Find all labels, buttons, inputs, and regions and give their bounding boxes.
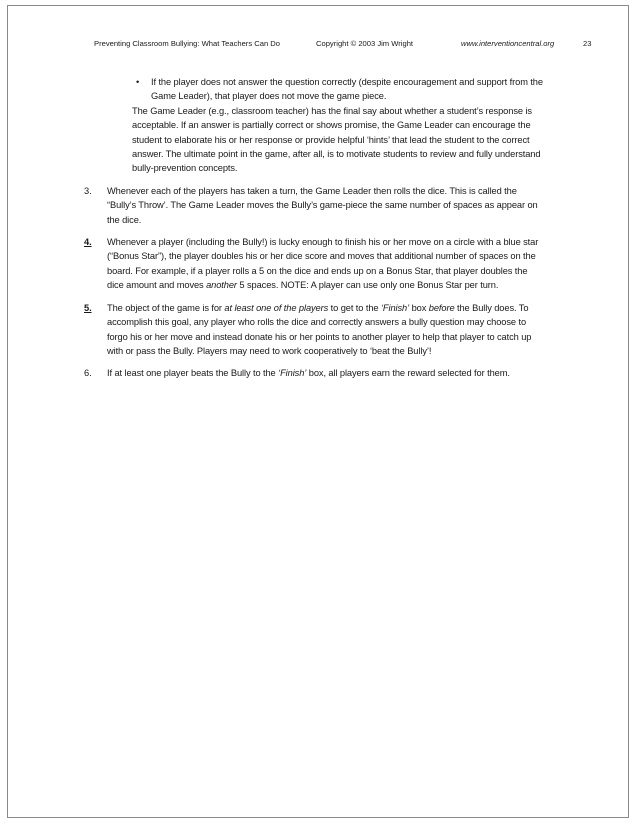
item-emphasis: at least one of the players [224, 302, 329, 313]
paragraph-text: The Game Leader (e.g., classroom teacher) has the final say about whether a student’s response is acceptable. If an answer is partially correct or shows promise, the Game Leader can encourage the student to elaborate his or her response or provide helpful ‘hints’ that lead the student to the correct answer. The ultimate point in the game, after all, is to motivate students to review and fully understand bully-prevention concepts. [132, 105, 541, 174]
document-body [84, 75, 544, 381]
header-copyright: Copyright © 2003 Jim Wright [316, 39, 414, 48]
item-text [107, 301, 544, 359]
item-number: 6. [84, 368, 92, 379]
item-emphasis: another [206, 280, 237, 291]
list-item-5 [84, 301, 544, 359]
item-text-segment: box [409, 302, 429, 313]
bullet-item [84, 75, 544, 104]
item-emphasis: ‘Finish’ [380, 302, 410, 313]
item-text-segment: box, all players earn the reward selected for them. [306, 368, 510, 379]
item-text-segment: 5 spaces. NOTE: A player can use only one Bonus Star per turn. [236, 280, 499, 291]
item-number: 5. [84, 302, 92, 313]
item-text-segment: the Bully does. To accomplish this goal, any player who rolls the dice and correctly answers a bully question may choose to forgo his or her move and instead donate his or her points to another player to help that player to catch up with or pass the Bully. Players may need to work cooperatively to ‘beat the Bully’! [107, 302, 532, 356]
bullet-icon: • [136, 77, 140, 87]
item-text: Whenever each of the players has taken a turn, the Game Leader then rolls the dice. This is called the “Bully’s Throw’. The Game Leader moves the Bully’s game-piece the same number of spaces as appear on the dice. [107, 185, 538, 225]
item-text-segment: The object of the game is for [107, 302, 225, 313]
bullet-text: If the player does not answer the question correctly (despite encouragement and support from the Game Leader), that player does not move the game piece. [151, 77, 543, 102]
item-text-segment: If at least one player beats the Bully to the [107, 368, 279, 379]
item-text [107, 235, 544, 293]
list-item-4 [84, 235, 544, 293]
item-emphasis: before [428, 302, 455, 313]
header-url: www.interventioncentral.org [461, 39, 555, 48]
item-text-segment: Whenever a player (including the Bully!) is lucky enough to finish his or her move on a circle with a blue star (“Bonus Star”), the player doubles his or her dice score and moves that additional number of spaces on the board. For example, if a player rolls a 5 on the dice and ends up on a Bonus Star, that player doubles the dice amount and moves [107, 237, 539, 291]
list-item-3 [84, 184, 544, 227]
header-title: Preventing Classroom Bullying: What Teachers Can Do [94, 39, 280, 48]
item-emphasis: ‘Finish’ [278, 368, 307, 379]
page-number: 23 [583, 39, 592, 48]
game-leader-paragraph [84, 104, 544, 176]
item-number: 4. [84, 237, 92, 248]
item-number: 3. [84, 185, 92, 196]
list-item-6 [84, 366, 544, 380]
item-text-segment: to get to the [328, 302, 381, 313]
item-text [107, 366, 544, 380]
